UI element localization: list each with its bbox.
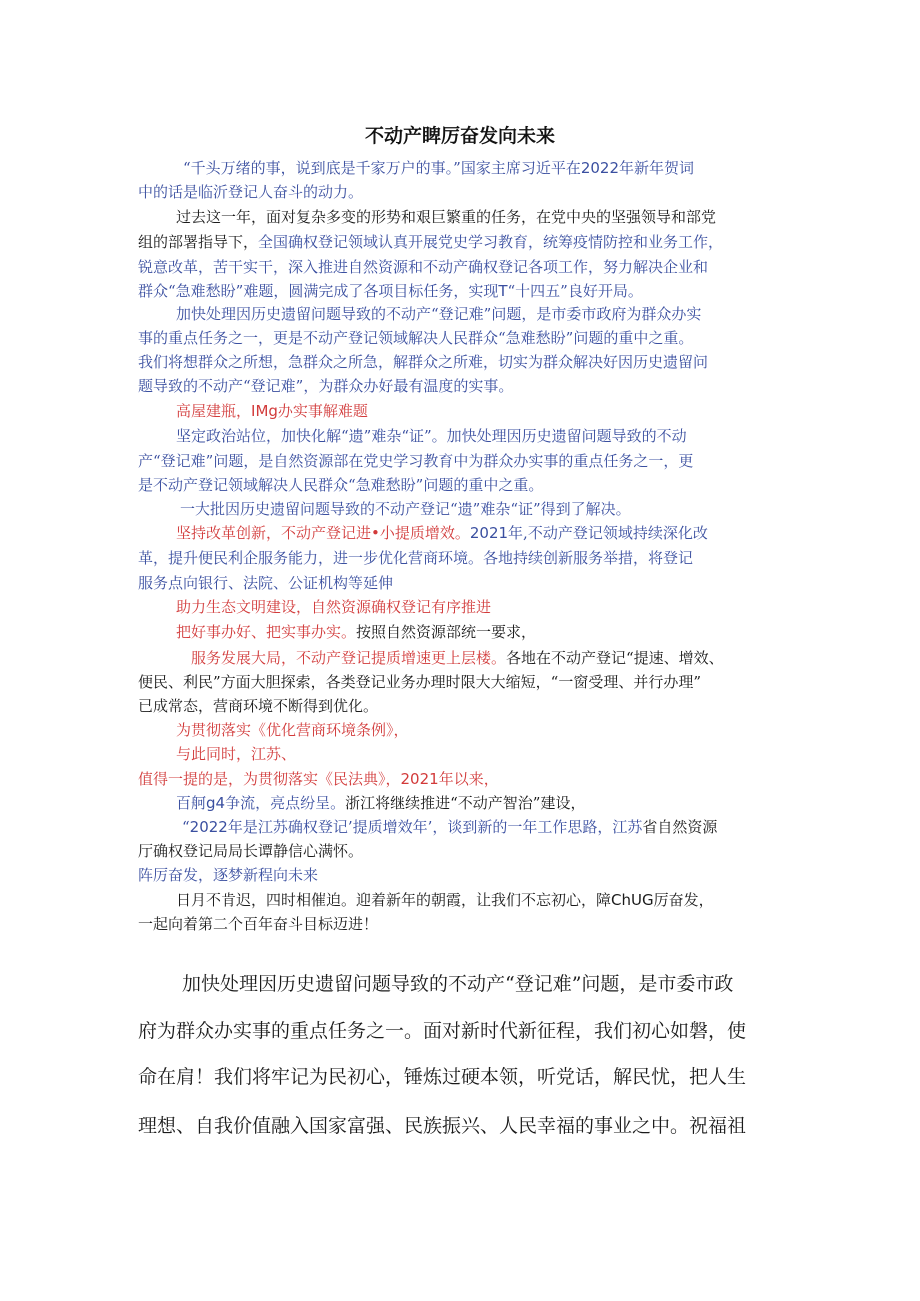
text-segment: 年,不动产登记领域持续深化改 bbox=[508, 524, 708, 542]
text-segment: 各地在不动产登记“提速、增效、 bbox=[506, 649, 724, 667]
body-line bbox=[176, 889, 714, 911]
text-segment: 一大批因历史遗留问题导致的不动产登记“遗”难杂“证”得到了解决。 bbox=[180, 500, 631, 518]
text-segment: 革，提升便民利企服务能力，进一步 bbox=[138, 549, 379, 567]
body-line bbox=[176, 719, 409, 741]
text-segment: 2021 bbox=[400, 770, 439, 788]
body-line bbox=[138, 864, 318, 886]
text-segment: IMg bbox=[251, 402, 278, 420]
text-segment: 一起向着第二个百年奋斗目标迈进！ bbox=[138, 915, 379, 933]
body-line bbox=[138, 181, 363, 203]
text-segment: 年以来， bbox=[438, 770, 499, 788]
body-line bbox=[138, 280, 643, 302]
text-segment: 已成常态，营商环境不断得到优化。 bbox=[138, 697, 379, 715]
text-segment: 是不动产登记领域解决人民群众“急难愁盼”问题的重中之重。 bbox=[138, 476, 544, 494]
body-line bbox=[176, 303, 701, 325]
text-segment: 我们将想群众之所想，急群众之所急，解群众之所难，切实为群众解决好因历史遗留问 bbox=[138, 353, 709, 371]
text-segment: ChUG bbox=[611, 891, 654, 909]
body-line bbox=[138, 840, 363, 862]
body-line bbox=[176, 206, 716, 228]
body-line bbox=[138, 572, 393, 594]
text-segment: 优化营商环境 bbox=[378, 549, 469, 567]
body-line bbox=[138, 695, 378, 717]
text-segment: 坚定政治站位，加快化解“遗”难杂“证”。加快处理因历史遗留问题导致的不动 bbox=[176, 427, 687, 445]
body-line bbox=[176, 743, 296, 765]
text-segment: 按照自然资源部统一要求， bbox=[356, 623, 537, 641]
text-segment: “十四五”良好开局。 bbox=[507, 282, 643, 300]
body-line bbox=[176, 522, 708, 544]
text-segment: 为贯彻落实《优化营商环境条例》， bbox=[176, 721, 409, 739]
body-line bbox=[176, 596, 491, 618]
text-segment: 省自然资源 bbox=[642, 818, 718, 836]
text-segment: 全国确权登记领域认真开展党史学习教育，统筹疫情防控和业务工作， bbox=[258, 233, 724, 251]
body-line bbox=[138, 231, 723, 253]
text-segment: 办实事解难题 bbox=[277, 402, 368, 420]
text-segment: 加快处理因历史遗留问题导致的不动产“登记难”问题，是市委市政府为群众办实 bbox=[176, 305, 702, 323]
text-segment: 坚持改革创新，不动产登记进•小提质增效。 bbox=[176, 524, 470, 542]
text-segment: 阵厉奋发，逐梦新程向未来 bbox=[138, 866, 319, 884]
text-segment: 2022 bbox=[189, 818, 228, 836]
body-line bbox=[176, 425, 687, 447]
text-segment: 过去这一年，面对复杂多变的形势和艰巨繁重的任务，在党中央的坚强领导和部党 bbox=[176, 208, 717, 226]
text-segment: 题导致的不动产“登记难”，为群众办好最有温度的实事。 bbox=[138, 377, 514, 395]
text-segment: g4 bbox=[206, 794, 226, 812]
body-line bbox=[138, 474, 543, 496]
text-segment: 产“登记难”问题，是自然资源部在党史学习教育中为群众办实事的重点任务之一，更 bbox=[138, 452, 694, 470]
closing-line: 府为群众办实事的重点任务之一。面对新时代新征程，我们初心如磐，使 bbox=[138, 1020, 747, 1042]
body-line bbox=[138, 913, 378, 935]
text-segment: 高屋建瓶， bbox=[176, 402, 252, 420]
text-segment: 厉奋发， bbox=[653, 891, 714, 909]
body-line bbox=[138, 256, 708, 278]
body-line bbox=[180, 498, 631, 520]
text-segment: “千头万绪的事，说到底是千家万户的事。”国家主席习近平在 bbox=[183, 159, 581, 177]
body-line bbox=[191, 647, 724, 669]
body-line bbox=[138, 547, 693, 569]
text-segment: 争流，亮点纷呈。 bbox=[225, 794, 346, 812]
text-segment: T bbox=[498, 282, 508, 300]
closing-line: 命在肩！我们将牢记为民初心，锤炼过硬本领，听党话，解民忧，把人生 bbox=[138, 1066, 747, 1088]
body-line bbox=[176, 792, 585, 814]
body-line bbox=[138, 327, 693, 349]
text-segment: 服务点向银行、法院、公证机构等延伸 bbox=[138, 574, 394, 592]
text-segment: 与此同时，江苏、 bbox=[176, 745, 297, 763]
text-segment: 群众“急难愁盼”难题，圆满完成了各项目标任务，实现 bbox=[138, 282, 499, 300]
body-line bbox=[138, 351, 708, 373]
text-segment: 服务发展大局，不动产登记提质增速更上层楼。 bbox=[191, 649, 507, 667]
text-segment: 中的话是临沂登记人奋斗的动力。 bbox=[138, 183, 364, 201]
body-line bbox=[176, 400, 368, 422]
text-segment: 事的重点任务之一，更是不动产登记领域解决人民群众“急难愁盼”问题的重中之重。 bbox=[138, 329, 694, 347]
text-segment: 日月不肯迟，四时相催迫。迎着新年的朝霞，让我们不忘初心，障 bbox=[176, 891, 612, 909]
text-segment: 年是江苏确权登记’提质增效年’，谈到新的一年工作思路，江苏 bbox=[227, 818, 643, 836]
body-line bbox=[138, 671, 701, 693]
text-segment: 。各地持续创新服务举措，将登记 bbox=[468, 549, 694, 567]
text-segment: 2022 bbox=[580, 159, 620, 177]
body-line bbox=[138, 450, 693, 472]
body-line bbox=[183, 157, 694, 179]
text-segment: “ bbox=[182, 818, 190, 836]
text-segment: 把好事办好、把实事办实。 bbox=[176, 623, 357, 641]
body-line bbox=[176, 621, 536, 643]
text-segment: 年新年贺词 bbox=[619, 159, 695, 177]
body-line bbox=[138, 375, 513, 397]
closing-line: 加快处理因历史遗留问题导致的不动产“登记难”问题，是市委市政 bbox=[182, 973, 734, 995]
text-segment: 厅确权登记局局长谭静信心满怀。 bbox=[138, 842, 364, 860]
closing-line: 理想、自我价值融入国家富强、民族振兴、人民幸福的事业之中。祝福祖 bbox=[138, 1115, 747, 1137]
text-segment: 组的部署指导下， bbox=[138, 233, 259, 251]
body-line bbox=[138, 768, 499, 790]
text-segment: 浙江将继续推进“不动产智治”建设， bbox=[345, 794, 586, 812]
text-segment: 锐意改革，苦干实干，深入推进自然资源和不动产确权登记各项工作，努力解决企业和 bbox=[138, 258, 709, 276]
body-line bbox=[182, 816, 717, 838]
text-segment: 百舸 bbox=[176, 794, 207, 812]
document-title: 不动产睥厉奋发向未来 bbox=[364, 125, 555, 147]
text-segment: 助力生态文明建设，自然资源确权登记有序推进 bbox=[176, 598, 492, 616]
text-segment: 值得一提的是，为贯彻落实《民法典》， bbox=[138, 770, 401, 788]
text-segment: 便民、利民”方面大胆探索，各类登记业务办理时限大大缩短，“一窗受理、并行办理” bbox=[138, 673, 702, 691]
text-segment: 2021 bbox=[469, 524, 509, 542]
